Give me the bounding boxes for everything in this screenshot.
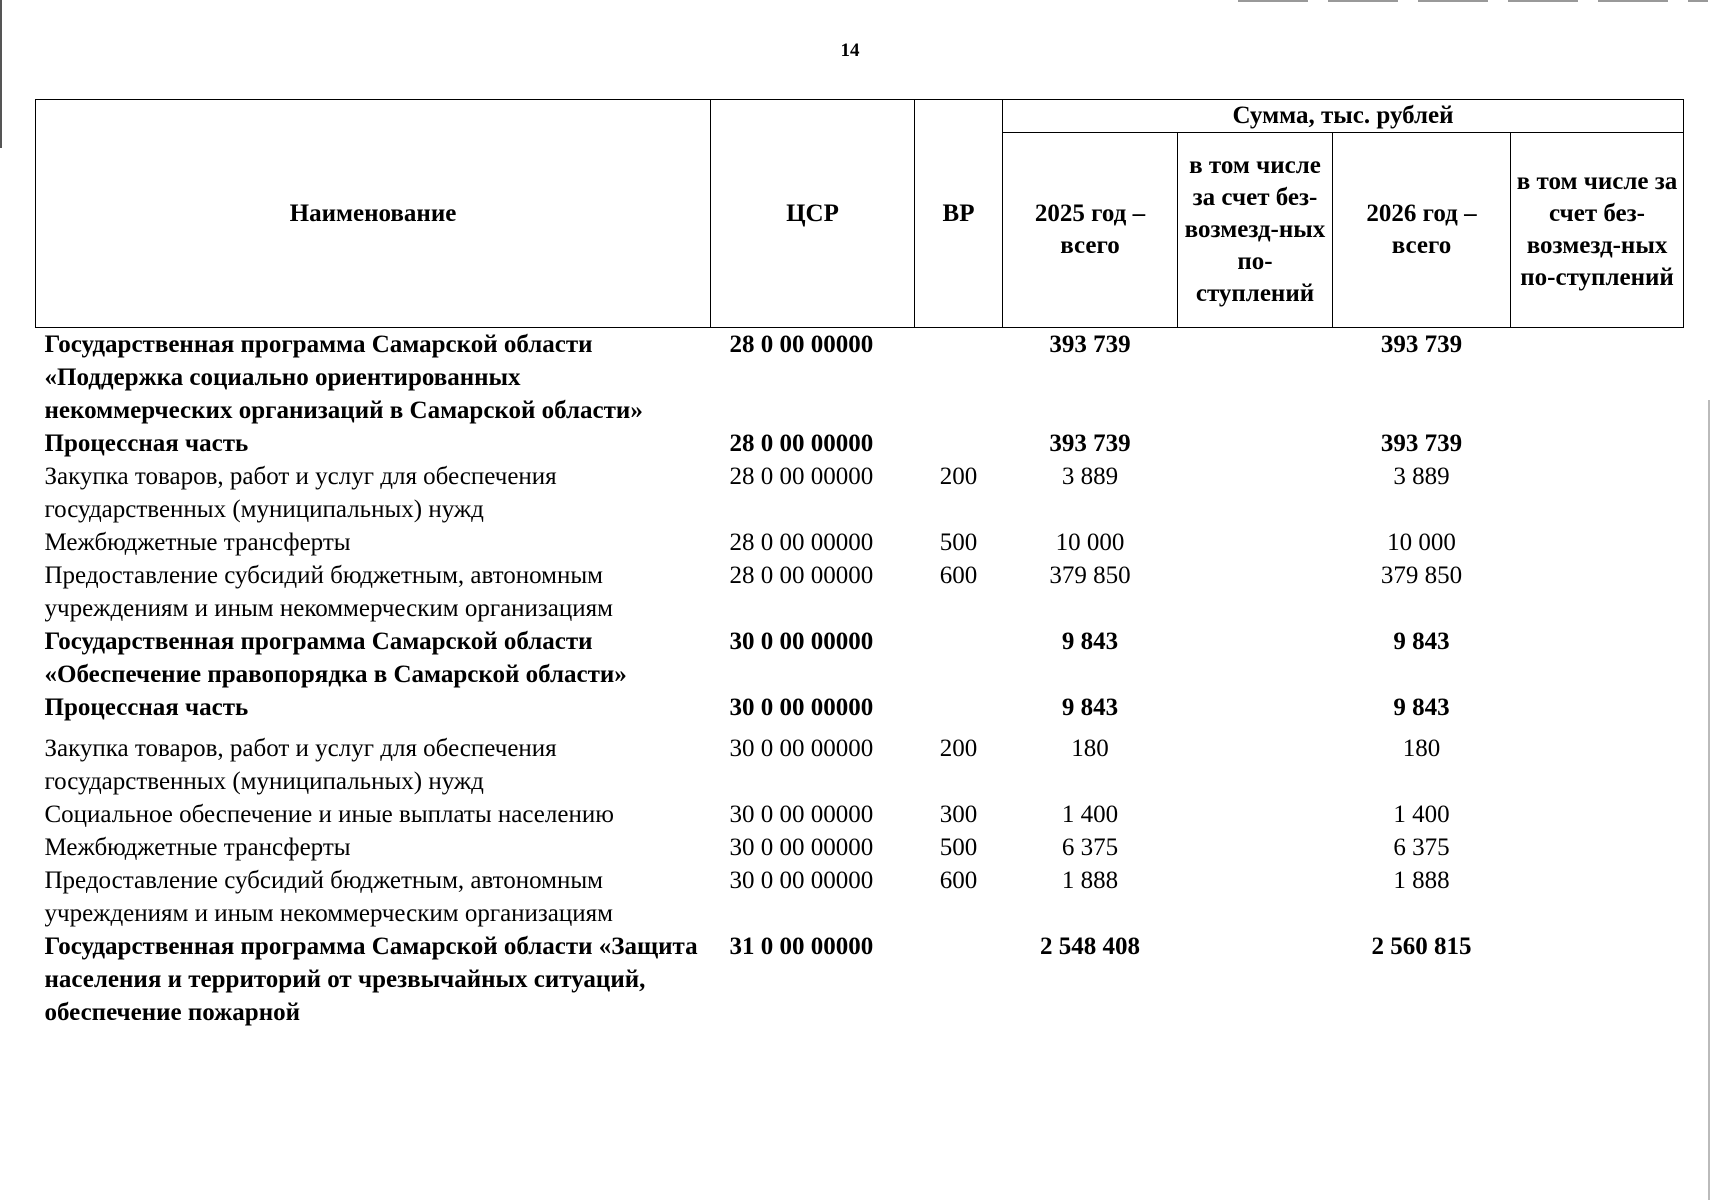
row-2026-total: 393 739 [1380, 430, 1463, 457]
row-name: Процессная часть [44, 430, 249, 457]
row-vr: 500 [939, 834, 978, 861]
row-2025-total: 393 739 [1049, 331, 1131, 358]
row-2026-total: 180 [1402, 735, 1441, 762]
row-2025-free [1178, 559, 1333, 625]
row-vr: 600 [939, 867, 978, 894]
row-2025-free [1178, 427, 1333, 460]
row-2026-free [1511, 831, 1684, 864]
row-2026-free [1511, 526, 1684, 559]
row-2026-total: 10 000 [1387, 529, 1456, 556]
row-2025-free [1178, 625, 1333, 691]
row-2025-total: 10 000 [1055, 529, 1125, 556]
row-2025-total: 9 843 [1061, 694, 1119, 721]
row-name: Государственная программа Самарской области «Защита населения и территорий от чрезвычайных ситуаций, обеспечение пожарной [44, 933, 698, 1026]
row-2026-total: 6 375 [1393, 834, 1450, 861]
row-2026-free [1511, 930, 1684, 1029]
row-csr: 28 0 00 00000 [729, 529, 874, 556]
row-2025-free [1178, 328, 1333, 428]
table-header [36, 100, 1684, 328]
row-vr: 300 [939, 801, 978, 828]
row-csr: 31 0 00 00000 [729, 933, 874, 960]
row-2025-free [1178, 798, 1333, 831]
row-2025-total: 6 375 [1061, 834, 1119, 861]
row-name: Социальное обеспечение и иные выплаты населению [44, 801, 614, 828]
row-2025-free [1178, 831, 1333, 864]
row-2026-total: 379 850 [1380, 562, 1463, 589]
row-2025-total: 3 889 [1061, 463, 1119, 490]
row-name: Государственная программа Самарской области «Обеспечение правопорядка в Самарской области» [44, 628, 627, 688]
scan-edge-top [1238, 0, 1708, 2]
row-2025-total: 9 843 [1061, 628, 1119, 655]
row-name: Предоставление субсидий бюджетным, автономным учреждениям и иным некоммерческим организациям [44, 562, 613, 622]
row-csr: 28 0 00 00000 [729, 430, 874, 457]
row-csr: 30 0 00 00000 [729, 834, 874, 861]
row-csr: 28 0 00 00000 [729, 331, 874, 358]
table-row [36, 864, 1684, 930]
scan-edge-left [0, 0, 2, 148]
header-sum-group: Сумма, тыс. рублей [1003, 100, 1684, 133]
row-2025-free [1178, 691, 1333, 724]
row-2026-free [1511, 559, 1684, 625]
header-csr: ЦСР [711, 100, 915, 328]
table-row [36, 427, 1684, 460]
row-2026-total: 2 560 815 [1371, 933, 1472, 960]
row-csr: 30 0 00 00000 [729, 735, 874, 762]
scan-edge-right [1708, 400, 1710, 1200]
row-2026-free [1511, 864, 1684, 930]
row-2025-total: 379 850 [1049, 562, 1131, 589]
row-csr: 28 0 00 00000 [729, 463, 874, 490]
budget-table [35, 99, 1684, 1029]
table-row [36, 798, 1684, 831]
row-name: Закупка товаров, работ и услуг для обеспечения государственных (муниципальных) нужд [44, 463, 557, 523]
header-vr: ВР [915, 100, 1003, 328]
header-2026-total: 2026 год – всего [1333, 133, 1511, 328]
row-vr: 200 [939, 735, 978, 762]
row-2025-free [1178, 864, 1333, 930]
row-2025-free [1178, 724, 1333, 798]
header-2025-total: 2025 год – всего [1003, 133, 1178, 328]
row-csr: 30 0 00 00000 [729, 628, 874, 655]
table-row [36, 559, 1684, 625]
row-vr [915, 691, 1003, 724]
row-vr [915, 328, 1003, 428]
row-vr: 500 [939, 529, 978, 556]
row-2026-total: 9 843 [1393, 628, 1450, 655]
table-row [36, 724, 1684, 798]
row-2025-total: 2 548 408 [1040, 933, 1140, 960]
row-name: Процессная часть [44, 694, 249, 721]
page-number: 14 [840, 40, 860, 61]
table-row [36, 831, 1684, 864]
row-2026-free [1511, 328, 1684, 428]
table-row [36, 328, 1684, 428]
table-row [36, 691, 1684, 724]
row-2025-total: 1 400 [1061, 801, 1119, 828]
row-2026-free [1511, 460, 1684, 526]
row-2026-free [1511, 427, 1684, 460]
row-vr: 200 [939, 463, 978, 490]
header-2025-free: в том числе за счет без-возмезд-ных по-ступлений [1178, 133, 1333, 328]
row-name: Государственная программа Самарской области «Поддержка социально ориентированных некоммерческих организаций в Самарской области» [44, 331, 643, 424]
row-2026-free [1511, 691, 1684, 724]
row-2026-total: 3 889 [1393, 463, 1450, 490]
header-2026-free: в том числе за счет без-возмезд-ных по-ступлений [1511, 133, 1684, 328]
row-csr: 28 0 00 00000 [729, 562, 874, 589]
row-2026-total: 1 888 [1393, 867, 1450, 894]
row-name: Предоставление субсидий бюджетным, автономным учреждениям и иным некоммерческим организациям [44, 867, 613, 927]
header-name: Наименование [36, 100, 711, 328]
row-2026-total: 393 739 [1380, 331, 1463, 358]
table-body [36, 328, 1684, 1030]
row-2025-free [1178, 930, 1333, 1029]
table-row [36, 526, 1684, 559]
row-2026-free [1511, 798, 1684, 831]
table-row [36, 460, 1684, 526]
row-name: Межбюджетные трансферты [44, 529, 351, 556]
table-row [36, 625, 1684, 691]
row-2025-free [1178, 526, 1333, 559]
row-2026-free [1511, 724, 1684, 798]
row-2025-total: 1 888 [1061, 867, 1119, 894]
row-name: Межбюджетные трансферты [44, 834, 351, 861]
row-2026-free [1511, 625, 1684, 691]
row-2025-total: 180 [1071, 735, 1109, 762]
table-row [36, 930, 1684, 1029]
row-name: Закупка товаров, работ и услуг для обеспечения государственных (муниципальных) нужд [44, 735, 557, 795]
row-vr [915, 427, 1003, 460]
row-2026-total: 1 400 [1393, 801, 1450, 828]
row-2025-total: 393 739 [1049, 430, 1131, 457]
row-csr: 30 0 00 00000 [729, 694, 874, 721]
row-vr: 600 [939, 562, 978, 589]
row-csr: 30 0 00 00000 [729, 801, 874, 828]
row-vr [915, 930, 1003, 1029]
row-vr [915, 625, 1003, 691]
row-2026-total: 9 843 [1393, 694, 1450, 721]
row-csr: 30 0 00 00000 [729, 867, 874, 894]
row-2025-free [1178, 460, 1333, 526]
